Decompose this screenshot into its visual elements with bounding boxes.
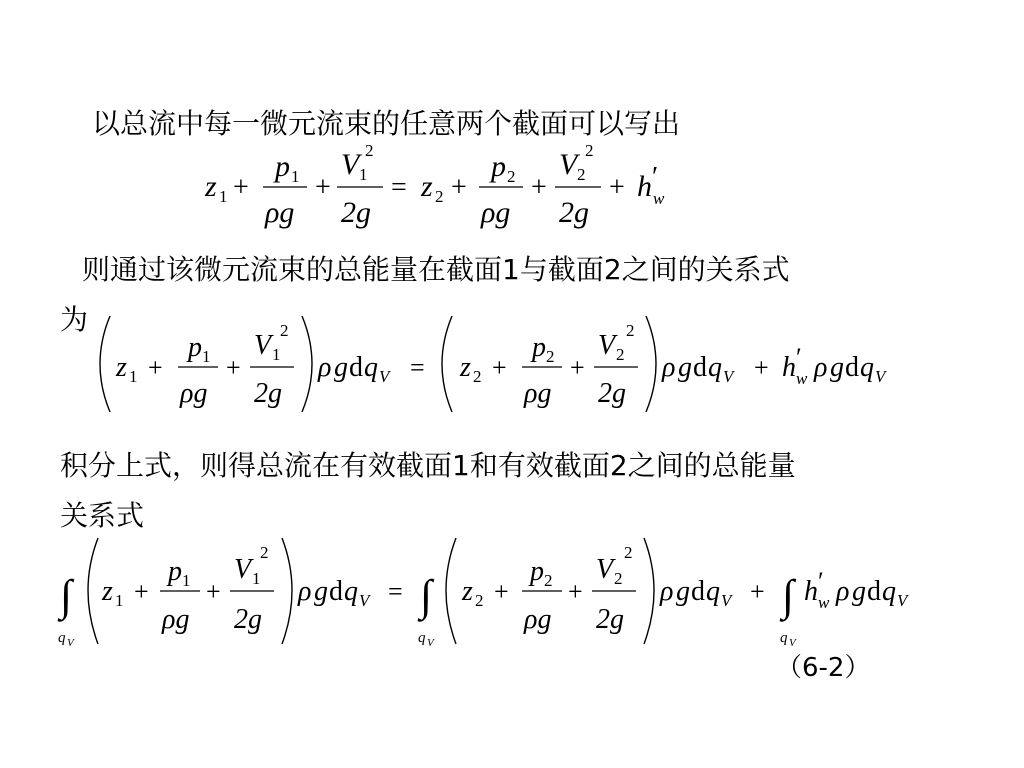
eq3-q-2: q	[706, 576, 720, 607]
eq3-p2: p	[530, 556, 544, 587]
eq1-sub-2b: 2	[507, 167, 516, 186]
eq2-sub-2: 2	[473, 367, 482, 386]
eq3-lim-V-3: V	[789, 637, 796, 649]
eq2-sup-2b: 2	[626, 321, 635, 340]
eq3-z1: z	[102, 576, 113, 607]
eq3-g-3: g	[852, 576, 866, 607]
eq3-2g-b: 2g	[596, 604, 624, 635]
eq1-plus-3: +	[451, 172, 467, 203]
eq3-sub-w: w	[818, 593, 830, 612]
eq3-d-1: d	[329, 576, 343, 607]
equation-number: （6-2）	[776, 653, 871, 683]
eq1-sub-1: 1	[219, 187, 228, 206]
eq3-rho-2: ρ	[660, 576, 674, 607]
eq2-q-1: q	[364, 352, 378, 383]
eq3-q-1: q	[344, 576, 358, 607]
eq3-d-3: d	[867, 576, 881, 607]
eq1-sub-w: w	[653, 189, 665, 208]
eq2-g-1: g	[334, 352, 348, 383]
eq2-prime: ′	[796, 343, 802, 372]
eq2-p1: p	[188, 332, 202, 363]
eq3-sub-1b: 1	[182, 571, 191, 590]
eq2-sup-2: 2	[280, 321, 289, 340]
eq1-plus-5: +	[609, 172, 625, 203]
eq3-plus-3: +	[494, 577, 509, 606]
eq1-rhog-2: ρg	[481, 196, 511, 229]
eq3-lim-q-3: q	[780, 630, 788, 646]
eq3-sub-1: 1	[115, 591, 124, 610]
eq3-d-2: d	[691, 576, 705, 607]
eq1-V1: V	[341, 148, 360, 181]
equation-bernoulli-streamtube	[195, 140, 715, 240]
eq3-lim-q-1: q	[58, 630, 66, 646]
eq3-integral-3: ∫	[782, 571, 795, 620]
equation-energy-flux-streamtube	[92, 312, 912, 422]
eq3-V1: V	[234, 554, 252, 585]
eq1-V2: V	[559, 148, 578, 181]
eq2-2g: 2g	[254, 378, 282, 409]
eq1-prime: ′	[652, 162, 659, 193]
eq1-2g-b: 2g	[559, 196, 589, 229]
eq2-d-1: d	[349, 352, 363, 383]
eq3-sub-2: 2	[475, 591, 484, 610]
eq3-equals: =	[388, 577, 403, 606]
eq1-sub-1b: 1	[291, 167, 300, 186]
eq3-lim-V-2: V	[427, 637, 434, 649]
eq1-sup-2b: 2	[585, 141, 594, 160]
eq2-sub-V1: V	[379, 367, 390, 386]
eq3-sub-V3: V	[897, 591, 908, 610]
eq3-paren-right-2	[644, 538, 654, 644]
eq2-sub-1: 1	[129, 367, 138, 386]
eq2-h: h	[782, 352, 796, 383]
text-line-2: 则通过该微元流束的总能量在截面1与截面2之间的关系式	[82, 253, 790, 286]
eq1-2g: 2g	[341, 196, 371, 229]
eq2-sub-2c: 2	[616, 345, 625, 364]
eq2-2g-b: 2g	[598, 378, 626, 409]
eq2-sub-V3: V	[875, 367, 886, 386]
eq2-paren-left-1	[100, 316, 110, 412]
eq2-equals: =	[410, 353, 425, 382]
eq2-rho-2: ρ	[662, 352, 676, 383]
eq3-paren-right-1	[282, 538, 292, 644]
eq3-lim-q-2: q	[418, 630, 426, 646]
eq3-q-3: q	[882, 576, 896, 607]
eq2-rho-1: ρ	[318, 352, 332, 383]
eq2-z1: z	[116, 352, 127, 383]
eq3-integral-2: ∫	[420, 571, 433, 620]
text-line-3: 为	[60, 303, 89, 336]
eq3-h: h	[804, 576, 818, 607]
eq3-lim-V-1: V	[67, 637, 74, 649]
eq1-z2: z	[421, 170, 433, 203]
eq1-equals: =	[391, 172, 407, 203]
eq3-rho-3: ρ	[836, 576, 850, 607]
eq2-d-2: d	[693, 352, 707, 383]
eq2-V2: V	[598, 330, 616, 361]
eq1-z1: z	[205, 170, 217, 203]
eq3-sup-2b: 2	[624, 543, 633, 562]
eq1-sub-1c: 1	[359, 165, 368, 184]
eq3-plus-5: +	[750, 577, 765, 606]
eq3-integral-1: ∫	[60, 571, 73, 620]
eq2-g-2: g	[678, 352, 692, 383]
eq1-p1: p	[275, 150, 290, 183]
eq3-plus-1: +	[134, 577, 149, 606]
text-line-4: 积分上式，则得总流在有效截面1和有效截面2之间的总能量	[60, 449, 796, 482]
eq2-d-3: d	[845, 352, 859, 383]
eq3-paren-left-2	[446, 538, 456, 644]
eq1-plus-4: +	[531, 172, 547, 203]
eq1-rhog-1: ρg	[265, 196, 295, 229]
eq2-paren-left-2	[442, 316, 452, 412]
eq3-sub-V1: V	[359, 591, 370, 610]
eq3-plus-2: +	[206, 577, 221, 606]
eq2-q-3: q	[860, 352, 874, 383]
eq2-sub-2b: 2	[546, 347, 555, 366]
eq2-V1: V	[254, 330, 272, 361]
eq3-sub-V2: V	[721, 591, 732, 610]
text-line-5: 关系式	[60, 499, 145, 532]
equation-total-flow-energy	[52, 532, 932, 662]
eq3-sub-1c: 1	[252, 569, 261, 588]
eq3-z2: z	[462, 576, 473, 607]
eq3-V2: V	[596, 554, 614, 585]
text-line-1: 以总流中每一微元流束的任意两个截面可以写出	[92, 107, 681, 140]
eq3-rhog-2: ρg	[524, 604, 552, 635]
eq3-sub-2b: 2	[544, 571, 553, 590]
eq3-sub-2c: 2	[614, 569, 623, 588]
eq1-p2: p	[491, 150, 506, 183]
eq2-rhog-2: ρg	[524, 378, 552, 409]
eq2-sub-1c: 1	[272, 345, 281, 364]
eq1-sub-2c: 2	[577, 165, 586, 184]
eq2-g-3: g	[830, 352, 844, 383]
eq2-q-2: q	[708, 352, 722, 383]
eq2-plus-3: +	[492, 353, 507, 382]
eq2-plus-1: +	[148, 353, 163, 382]
eq2-paren-right-1	[302, 316, 312, 412]
eq2-plus-5: +	[754, 353, 769, 382]
eq2-sub-w: w	[796, 369, 808, 388]
eq2-p2: p	[532, 332, 546, 363]
eq3-p1: p	[168, 556, 182, 587]
eq1-plus: +	[233, 172, 249, 203]
eq3-g-1: g	[314, 576, 328, 607]
eq2-plus-2: +	[226, 353, 241, 382]
eq3-rho-1: ρ	[298, 576, 312, 607]
eq1-sub-2: 2	[435, 187, 444, 206]
eq3-rhog-1: ρg	[162, 604, 190, 635]
eq2-paren-right-2	[646, 316, 656, 412]
eq3-plus-4: +	[568, 577, 583, 606]
eq1-sup-2: 2	[365, 141, 374, 160]
eq2-rhog-1: ρg	[180, 378, 208, 409]
eq3-prime: ′	[818, 567, 824, 596]
eq3-2g: 2g	[234, 604, 262, 635]
eq3-g-2: g	[676, 576, 690, 607]
eq2-rho-3: ρ	[814, 352, 828, 383]
eq1-plus-2: +	[315, 172, 331, 203]
eq3-sup-2: 2	[260, 543, 269, 562]
eq2-sub-1b: 1	[202, 347, 211, 366]
eq1-h: h	[637, 170, 652, 203]
eq3-paren-left-1	[88, 538, 98, 644]
eq2-z2: z	[460, 352, 471, 383]
eq2-sub-V2: V	[723, 367, 734, 386]
eq2-plus-4: +	[570, 353, 585, 382]
